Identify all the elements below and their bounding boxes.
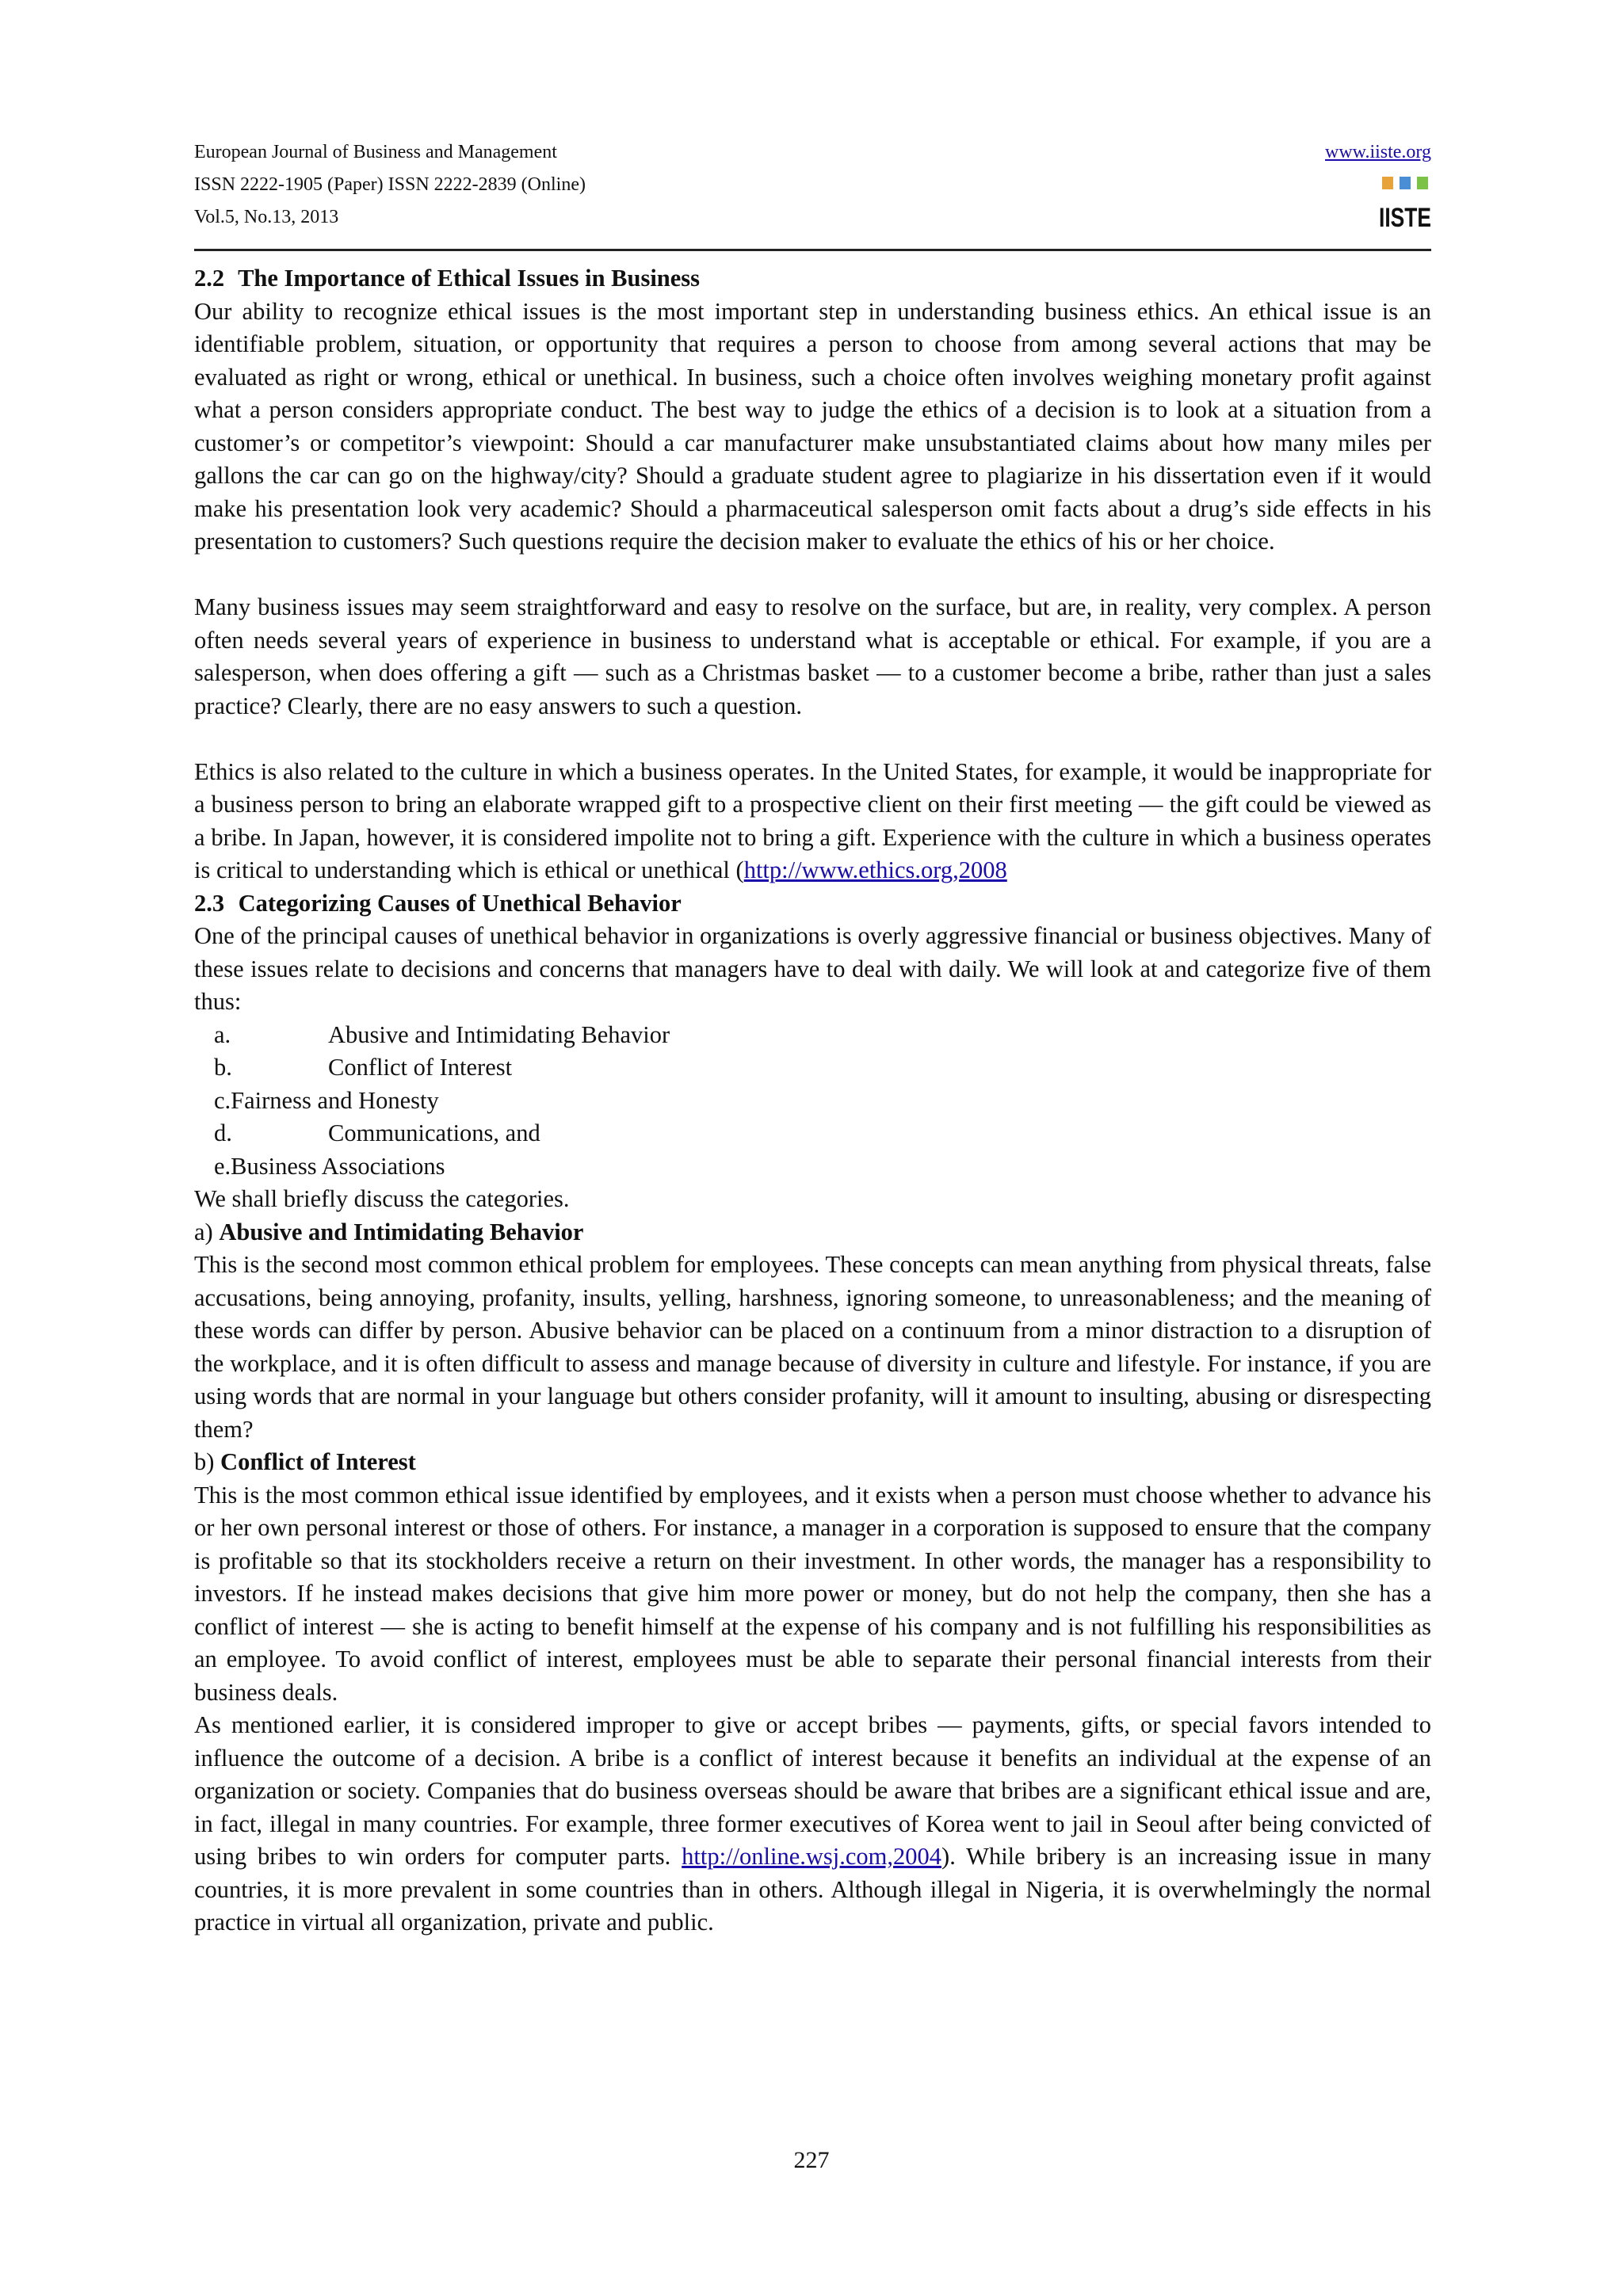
list-item [214, 1150, 1431, 1184]
paragraph: One of the principal causes of unethical behavior in organizations is overly aggressive financial or business objectives. Many of these issues relate to decisions and concerns that managers have to deal with daily. We will look at and categorize five of them thus: [194, 922, 1431, 1015]
list-item [214, 1085, 1431, 1118]
subheading-prefix: a) [194, 1218, 213, 1245]
list-item [214, 1019, 1431, 1052]
section-title: Categorizing Causes of Unethical Behavior [238, 889, 682, 917]
paragraph: Our ability to recognize ethical issues is the most important step in understanding business ethics. An ethical issue is an identifiable problem, situation, or opportunity that requires a person to choose from among several actions that may be evaluated as right or wrong, ethical or unethical. In business, such a choice often involves weighing monetary profit against what a person considers appropriate conduct. The best way to judge the ethics of a decision is to look at a situation from a customer’s or competitor’s viewpoint: Should a car manufacturer make unsubstantiated claims about how many miles per gallons the car can go on the highway/city? Should a graduate student agree to plagiarize in his dissertation even if it would make his presentation look very academic? Should a pharmaceutical salesperson omit facts about a drug’s side effects in his presentation to customers? Such questions require the decision maker to evaluate the ethics of his or her choice. [194, 297, 1431, 555]
paren-open: ( [735, 856, 744, 883]
iiste-logo-icon [1377, 174, 1433, 233]
paragraph: This is the most common ethical issue identified by employees, and it exists when a person must choose whether to advance his or her own personal interest or those of others. For instance, a manager in a corporation is supposed to ensure that the company is profitable so that its stockholders receive a return on their investment. In other words, the manager has a responsibility to investors. If he instead makes decisions that give him more power or money, but do not help the company, then she has a conflict of interest — she is acting to benefit himself at the expense of his company and is not fulfilling his responsibilities as an employee. To avoid conflict of interest, employees must be able to separate their personal financial interests from their business deals. [194, 1481, 1431, 1706]
journal-issn: ISSN 2222-1905 (Paper) ISSN 2222-2839 (Online) [194, 174, 586, 195]
paragraph-text: As mentioned earlier, it is considered improper to give or accept bribes — payments, gifts, or special favors intended to influence the outcome of a decision. A bribe is a conflict of interest because it benefits an individual at the expense of an organization or society. Companies that do business overseas should be aware that bribes are a significant ethical issue and are, in fact, illegal in many countries. For example, three former executives of Korea went to jail in Seoul after being convicted of using bribes to win orders for computer parts. [194, 1711, 1431, 1870]
logo-bar-2 [1400, 177, 1411, 189]
journal-title: European Journal of Business and Management [194, 142, 557, 162]
paragraph: This is the second most common ethical problem for employees. These concepts can mean anything from physical threats, false accusations, being annoying, profanity, insults, yelling, harshness, ignoring someone, to unreasonableness; and the meaning of these words can differ by person. Abusive behavior can be placed on a continuum from a minor distraction to a disruption of the workplace, and it is often difficult to assess and manage because of diversity in culture and lifestyle. For instance, if you are using words that are normal in your language but others consider profanity, will it amount to insulting, abusing or disrespecting them? [194, 1251, 1431, 1443]
subheading-prefix: b) [194, 1448, 215, 1475]
section-title: The Importance of Ethical Issues in Business [238, 265, 701, 292]
paragraph: Many business issues may seem straightforward and easy to resolve on the surface, but are, in reality, very complex. A person often needs several years of experience in business to understand what is acceptable or ethical. For example, if you are a salesperson, when does offering a gift — such as a Christmas basket — to a customer become a bribe, rather than just a sales practice? Clearly, there are no easy answers to such a question. [194, 593, 1431, 719]
wsj-link[interactable]: http://online.wsj.com,2004 [682, 1843, 942, 1870]
list-text: Fairness and Honesty [231, 1086, 439, 1114]
list-marker: a. [214, 1020, 231, 1048]
page-number: 227 [793, 2147, 830, 2173]
subheading-title: Conflict of Interest [220, 1448, 416, 1475]
article-body [194, 262, 1431, 1939]
section-heading-2-2 [194, 262, 1431, 296]
site-link[interactable]: www.iiste.org [1325, 142, 1431, 162]
logo-bar-1 [1382, 177, 1393, 189]
list-text: Communications, and [328, 1119, 540, 1146]
paragraph-text: ). While bribery is an increasing issue in many countries, it is more prevalent in some countries than in others. Although illegal in Nigeria, it is overwhelmingly the normal practice in virtual all organization, private and public. [194, 1843, 1432, 1936]
list-marker: c. [214, 1086, 231, 1114]
list-marker: b. [214, 1054, 232, 1081]
category-list [194, 1019, 1431, 1184]
list-text: Conflict of Interest [328, 1054, 513, 1081]
subheading-b [194, 1446, 1431, 1479]
paragraph: We shall briefly discuss the categories. [194, 1185, 570, 1212]
journal-header [194, 136, 586, 234]
section-number: 2.2 [194, 265, 225, 292]
list-marker: d. [214, 1119, 232, 1146]
paragraph-text: Ethics is also related to the culture in which a business operates. In the United States, for example, it would be inappropriate for a business person to bring an elaborate wrapped gift to a prospective client on their first meeting — the gift could be viewed as a bribe. In Japan, however, it is considered impolite not to bring a gift. Experience with the culture in which a business operates is critical to understanding which is ethical or unethical [194, 757, 1431, 883]
section-heading-2-3 [194, 887, 1431, 921]
list-item [214, 1051, 1431, 1085]
header-rule [194, 249, 1431, 251]
list-marker: e. [214, 1152, 231, 1180]
logo-text: IISTE [1379, 203, 1431, 233]
subheading-a [194, 1216, 1431, 1249]
section-number: 2.3 [194, 889, 225, 917]
subheading-title: Abusive and Intimidating Behavior [219, 1218, 584, 1245]
ethics-link[interactable]: http://www.ethics.org,2008 [743, 856, 1007, 883]
list-item [214, 1117, 1431, 1150]
list-text: Business Associations [231, 1152, 445, 1180]
logo-bar-3 [1417, 177, 1428, 189]
journal-volume: Vol.5, No.13, 2013 [194, 207, 339, 227]
paragraph [194, 756, 1431, 887]
paragraph [194, 1709, 1431, 1939]
list-text: Abusive and Intimidating Behavior [328, 1020, 670, 1048]
